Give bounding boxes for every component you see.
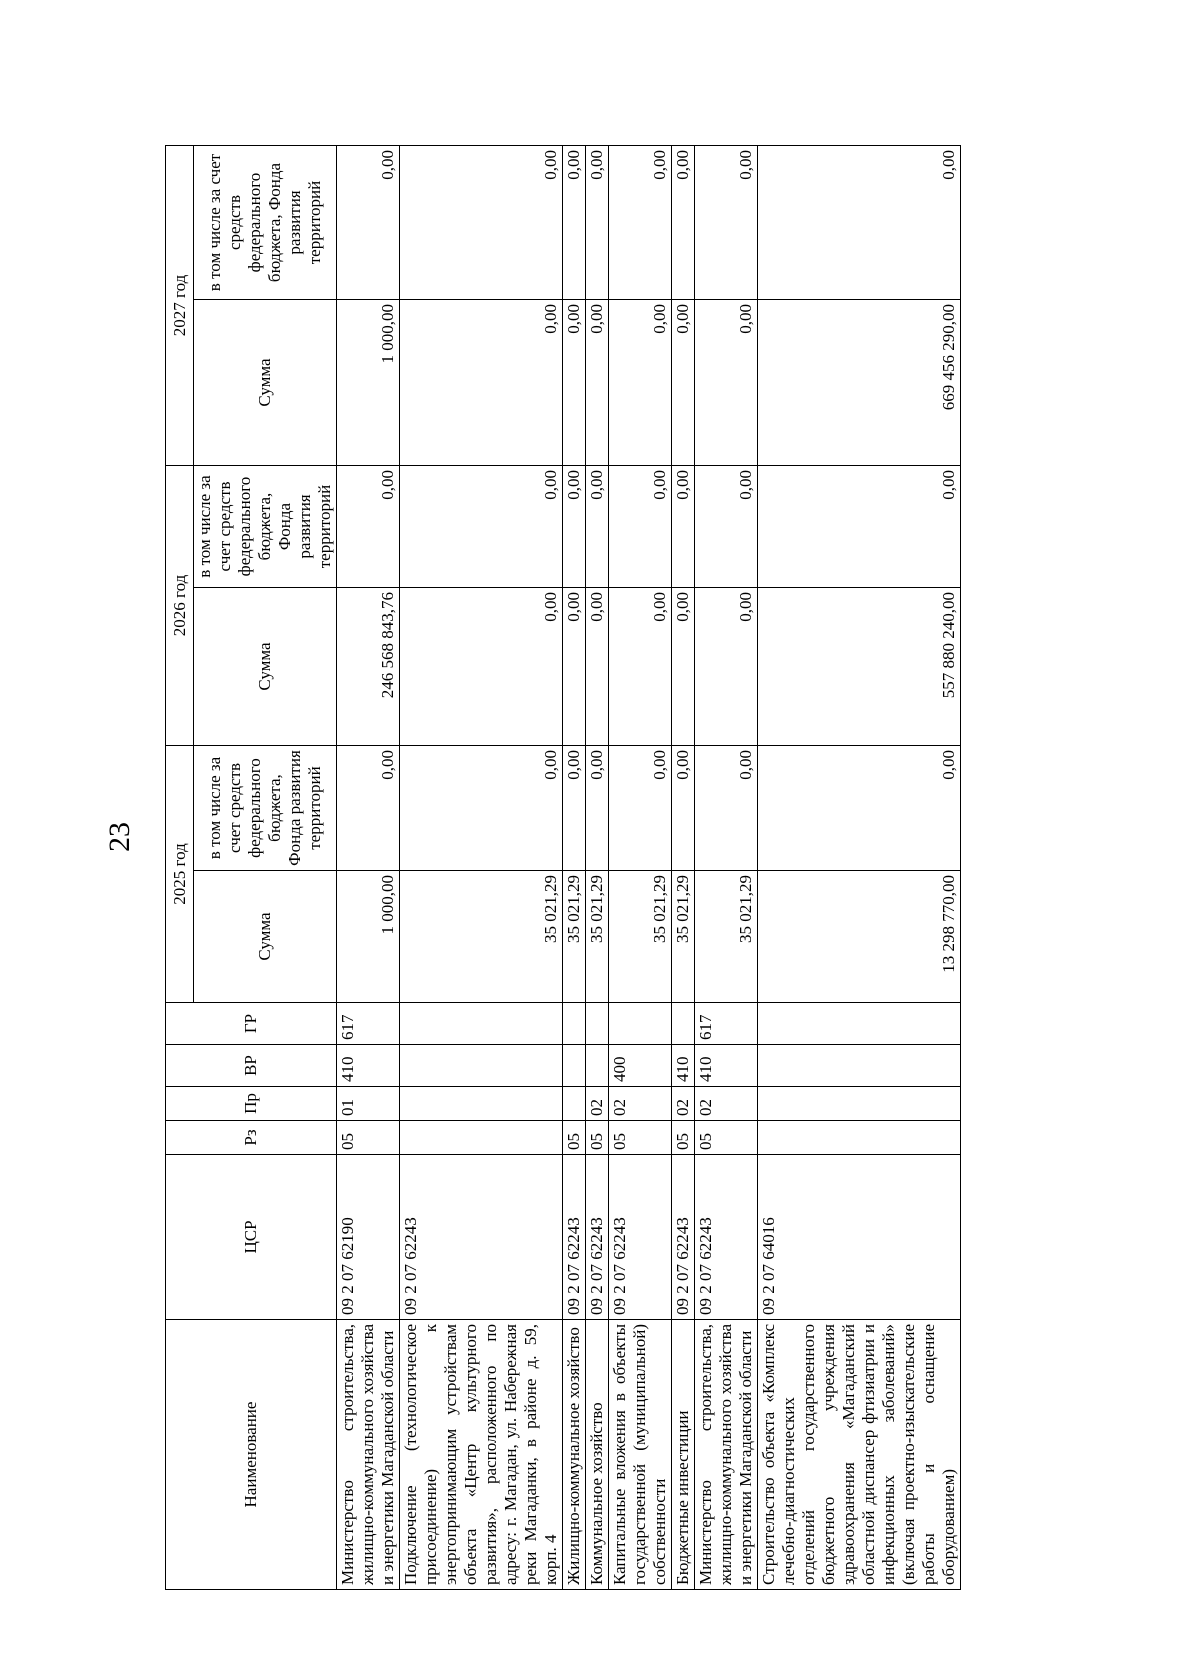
- table-row: [586, 146, 609, 1590]
- row-rz: [400, 1121, 563, 1155]
- row-value: 0,00: [586, 300, 609, 466]
- header-gr: ГР: [166, 1003, 337, 1045]
- row-value: 669 456 290,00: [758, 300, 961, 466]
- row-gr: [563, 1003, 586, 1045]
- row-vr: [586, 1045, 609, 1087]
- table-row: [695, 146, 758, 1590]
- row-value: 0,00: [400, 588, 563, 746]
- row-value: 13 298 770,00: [758, 871, 961, 1003]
- row-rz: [758, 1121, 961, 1155]
- table-row: [758, 146, 961, 1590]
- row-value: 0,00: [563, 300, 586, 466]
- row-value: 0,00: [758, 746, 961, 871]
- row-csr: 09 2 07 62243: [695, 1155, 758, 1320]
- row-value: 35 021,29: [609, 871, 672, 1003]
- table-row: [609, 146, 672, 1590]
- row-vr: 410: [695, 1045, 758, 1087]
- row-pr: [563, 1087, 586, 1121]
- row-value: 1 000,00: [337, 871, 400, 1003]
- row-value: 0,00: [609, 746, 672, 871]
- header-year-2025: 2025 год: [166, 746, 194, 1003]
- row-value: 0,00: [695, 300, 758, 466]
- row-value: 0,00: [695, 746, 758, 871]
- row-value: 0,00: [672, 146, 695, 300]
- header-vr: ВР: [166, 1045, 337, 1087]
- row-name: Коммунальное хозяйство: [586, 1320, 609, 1590]
- row-value: 0,00: [586, 146, 609, 300]
- row-value: 0,00: [563, 588, 586, 746]
- row-pr: [400, 1087, 563, 1121]
- row-value: 1 000,00: [337, 300, 400, 466]
- table-row: [337, 146, 400, 1590]
- header-sum-2027: Сумма: [194, 300, 337, 466]
- row-gr: [586, 1003, 609, 1045]
- row-gr: 617: [337, 1003, 400, 1045]
- header-pr: Пр: [166, 1087, 337, 1121]
- row-value: 0,00: [609, 588, 672, 746]
- row-vr: [563, 1045, 586, 1087]
- row-value: 35 021,29: [672, 871, 695, 1003]
- row-value: 0,00: [337, 746, 400, 871]
- row-csr: 09 2 07 62243: [609, 1155, 672, 1320]
- row-vr: [758, 1045, 961, 1087]
- row-value: 0,00: [400, 146, 563, 300]
- row-name: Бюджетные инвестиции: [672, 1320, 695, 1590]
- row-name: Министерство строительства, жилищно-коммунального хозяйства и энергетики Магаданской области: [695, 1320, 758, 1590]
- table-row: [400, 146, 563, 1590]
- row-value: 0,00: [695, 588, 758, 746]
- row-value: 0,00: [672, 746, 695, 871]
- row-gr: [400, 1003, 563, 1045]
- row-value: 0,00: [586, 746, 609, 871]
- row-value: 0,00: [695, 466, 758, 588]
- row-gr: 617: [695, 1003, 758, 1045]
- row-csr: 09 2 07 62243: [400, 1155, 563, 1320]
- row-value: 0,00: [672, 300, 695, 466]
- row-pr: 02: [672, 1087, 695, 1121]
- row-value: 0,00: [400, 466, 563, 588]
- row-csr: 09 2 07 62243: [672, 1155, 695, 1320]
- row-pr: 01: [337, 1087, 400, 1121]
- row-value: 246 568 843,76: [337, 588, 400, 746]
- row-name: Жилищно-коммунальное хозяйство: [563, 1320, 586, 1590]
- row-name: Министерство строительства, жилищно-коммунального хозяйства и энергетики Магаданской области: [337, 1320, 400, 1590]
- row-value: 0,00: [609, 146, 672, 300]
- row-value: 0,00: [758, 466, 961, 588]
- table-row: [672, 146, 695, 1590]
- row-value: 0,00: [758, 146, 961, 300]
- row-value: 0,00: [672, 466, 695, 588]
- row-vr: 400: [609, 1045, 672, 1087]
- table-row: [563, 146, 586, 1590]
- row-value: 0,00: [400, 300, 563, 466]
- header-sum-2026: Сумма: [194, 588, 337, 746]
- row-pr: 02: [586, 1087, 609, 1121]
- row-csr: 09 2 07 62243: [563, 1155, 586, 1320]
- row-vr: [400, 1045, 563, 1087]
- row-value: 0,00: [609, 466, 672, 588]
- header-year-2027: 2027 год: [166, 146, 194, 466]
- row-value: 0,00: [563, 746, 586, 871]
- row-value: 0,00: [695, 146, 758, 300]
- row-name: Подключение (технологическое присоединение) к энергопринимающим устройствам объекта «Центр культурного развития», расположенного по адресу: г. Магадан, ул. Набережная реки Магаданки, в районе д. 59, корп. 4: [400, 1320, 563, 1590]
- row-value: 0,00: [337, 146, 400, 300]
- row-csr: 09 2 07 64016: [758, 1155, 961, 1320]
- header-name: Наименование: [166, 1320, 337, 1590]
- row-value: 35 021,29: [563, 871, 586, 1003]
- row-value: 35 021,29: [586, 871, 609, 1003]
- header-rz: Рз: [166, 1121, 337, 1155]
- row-gr: [672, 1003, 695, 1045]
- row-vr: 410: [672, 1045, 695, 1087]
- row-name: Капитальные вложения в объекты государственной (муниципальной) собственности: [609, 1320, 672, 1590]
- header-federal-2026: в том числе за счет средств федерального бюджета, Фонда развития территорий: [194, 466, 337, 588]
- row-rz: 05: [609, 1121, 672, 1155]
- header-sum-2025: Сумма: [194, 871, 337, 1003]
- budget-table: [165, 145, 961, 1590]
- row-rz: 05: [672, 1121, 695, 1155]
- row-value: 35 021,29: [695, 871, 758, 1003]
- row-value: 35 021,29: [400, 871, 563, 1003]
- header-year-2026: 2026 год: [166, 466, 194, 746]
- page-number: 23: [103, 822, 136, 852]
- budget-table-rotated: [165, 150, 1085, 1590]
- row-value: 0,00: [586, 466, 609, 588]
- row-name: Строительство объекта «Комплекс лечебно-диагностических отделений государственного бюджетного учреждения здравоохранения «Магаданский областной диспансер фтизиатрии и инфекционных заболеваний» (включая проектно-изыскательские работы и оснащение оборудованием): [758, 1320, 961, 1590]
- row-value: 0,00: [337, 466, 400, 588]
- row-rz: 05: [563, 1121, 586, 1155]
- row-gr: [758, 1003, 961, 1045]
- row-rz: 05: [695, 1121, 758, 1155]
- row-pr: 02: [609, 1087, 672, 1121]
- row-csr: 09 2 07 62243: [586, 1155, 609, 1320]
- row-value: 0,00: [563, 146, 586, 300]
- row-csr: 09 2 07 62190: [337, 1155, 400, 1320]
- row-vr: 410: [337, 1045, 400, 1087]
- row-value: 557 880 240,00: [758, 588, 961, 746]
- row-pr: [758, 1087, 961, 1121]
- row-rz: 05: [586, 1121, 609, 1155]
- row-pr: 02: [695, 1087, 758, 1121]
- row-value: 0,00: [400, 746, 563, 871]
- header-federal-2025: в том числе за счет средств федерального бюджета, Фонда развития территорий: [194, 746, 337, 871]
- row-value: 0,00: [672, 588, 695, 746]
- row-value: 0,00: [563, 466, 586, 588]
- header-csr: ЦСР: [166, 1155, 337, 1320]
- row-value: 0,00: [586, 588, 609, 746]
- row-gr: [609, 1003, 672, 1045]
- row-value: 0,00: [609, 300, 672, 466]
- header-federal-2027: в том числе за счет средств федерального бюджета, Фонда развития территорий: [194, 146, 337, 300]
- table-body: [337, 146, 961, 1590]
- row-rz: 05: [337, 1121, 400, 1155]
